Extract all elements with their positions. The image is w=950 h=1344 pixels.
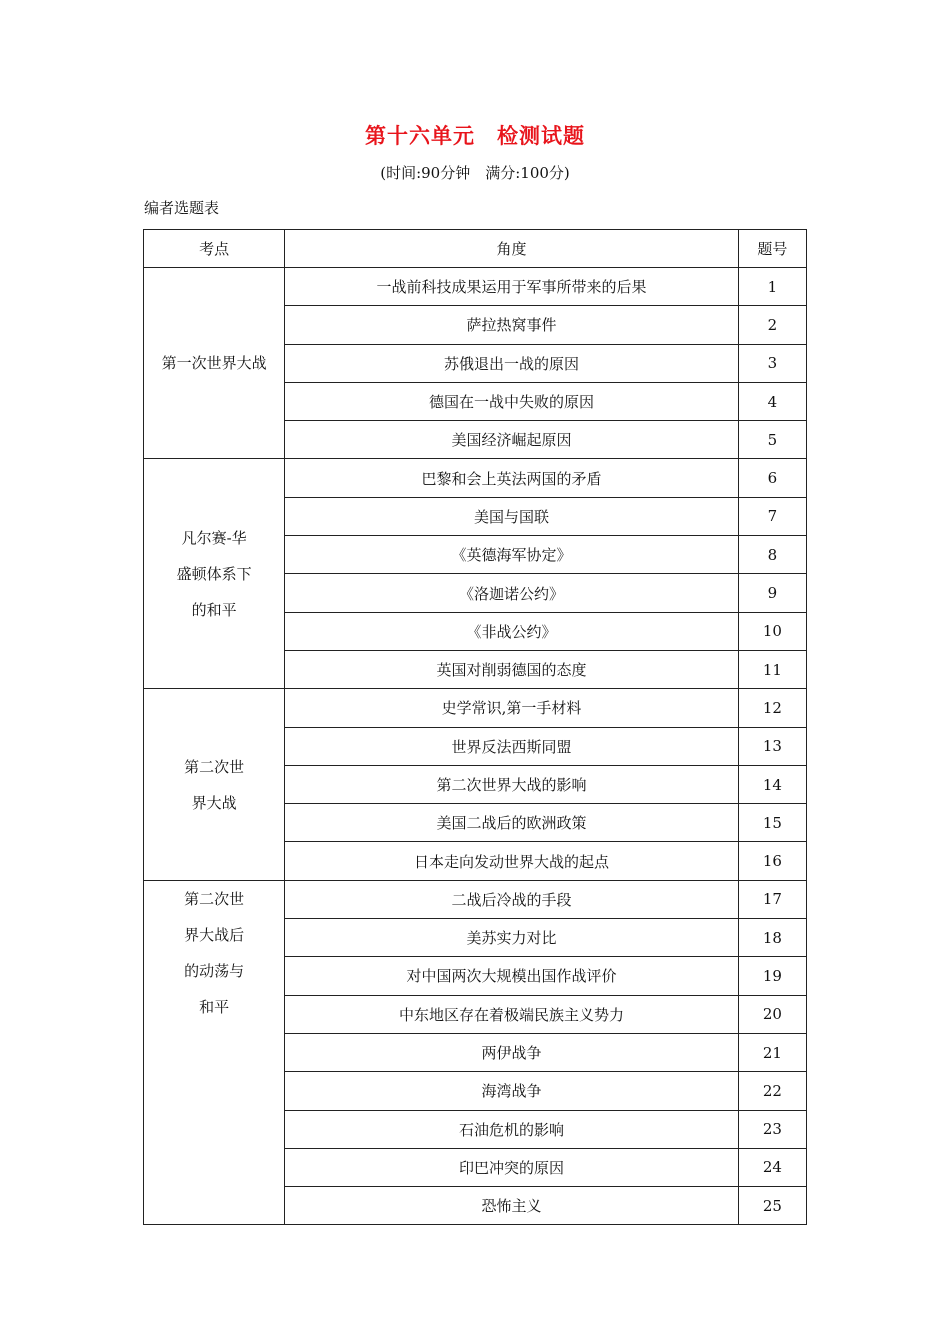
angle-cell: 日本走向发动世界大战的起点 (285, 842, 739, 880)
angle-cell: 《非战公约》 (285, 612, 739, 650)
angle-cell: 苏俄退出一战的原因 (285, 344, 739, 382)
question-number-cell: 19 (738, 957, 806, 995)
angle-cell: 巴黎和会上英法两国的矛盾 (285, 459, 739, 497)
table-row (144, 268, 807, 306)
question-number-cell: 24 (738, 1148, 806, 1186)
topic-line: 和平 (199, 997, 230, 1016)
question-number-cell: 7 (738, 497, 806, 535)
table-caption: 编者选题表 (144, 199, 220, 217)
question-number-cell: 4 (738, 382, 806, 420)
angle-cell: 印巴冲突的原因 (285, 1148, 739, 1186)
topic-line: 凡尔赛-华 (181, 528, 247, 547)
angle-cell: 英国对削弱德国的态度 (285, 650, 739, 688)
angle-cell: 美国二战后的欧洲政策 (285, 804, 739, 842)
table-row (144, 880, 807, 918)
angle-cell: 《英德海军协定》 (285, 536, 739, 574)
topic-line: 第二次世 (184, 889, 245, 908)
question-number-cell: 12 (738, 689, 806, 727)
angle-cell: 史学常识,第一手材料 (285, 689, 739, 727)
angle-cell: 石油危机的影响 (285, 1110, 739, 1148)
question-number-cell: 1 (738, 268, 806, 306)
angle-cell: 美国经济崛起原因 (285, 421, 739, 459)
angle-cell: 美国与国联 (285, 497, 739, 535)
question-number-cell: 15 (738, 804, 806, 842)
angle-cell: 世界反法西斯同盟 (285, 727, 739, 765)
question-number-cell: 2 (738, 306, 806, 344)
question-selection-table (143, 229, 807, 1225)
topic-line: 第一次世界大战 (161, 354, 267, 373)
question-number-cell: 8 (738, 536, 806, 574)
question-number-cell: 22 (738, 1072, 806, 1110)
angle-cell: 对中国两次大规模出国作战评价 (285, 957, 739, 995)
question-number-cell: 21 (738, 1033, 806, 1071)
question-number-cell: 18 (738, 919, 806, 957)
angle-cell: 两伊战争 (285, 1033, 739, 1071)
topic-line: 的动荡与 (184, 961, 245, 980)
question-number-cell: 13 (738, 727, 806, 765)
topic-line: 界大战后 (184, 925, 245, 944)
table-row (144, 459, 807, 497)
question-number-cell: 16 (738, 842, 806, 880)
angle-cell: 德国在一战中失败的原因 (285, 382, 739, 420)
question-number-cell: 6 (738, 459, 806, 497)
page-title: 第十六单元 检测试题 (365, 123, 585, 148)
topic-line: 的和平 (191, 600, 237, 619)
angle-cell: 恐怖主义 (285, 1187, 739, 1225)
angle-cell: 萨拉热窝事件 (285, 306, 739, 344)
header-angle: 角度 (285, 230, 739, 268)
question-number-cell: 25 (738, 1187, 806, 1225)
question-number-cell: 17 (738, 880, 806, 918)
exam-info: (时间:90分钟 满分:100分) (380, 164, 570, 182)
header-topic: 考点 (144, 230, 285, 268)
question-number-cell: 23 (738, 1110, 806, 1148)
question-number-cell: 5 (738, 421, 806, 459)
topic-cell (144, 880, 285, 1225)
angle-cell: 《洛迦诺公约》 (285, 574, 739, 612)
question-number-cell: 14 (738, 765, 806, 803)
angle-cell: 一战前科技成果运用于军事所带来的后果 (285, 268, 739, 306)
question-number-cell: 20 (738, 995, 806, 1033)
question-number-cell: 10 (738, 612, 806, 650)
angle-cell: 海湾战争 (285, 1072, 739, 1110)
table-header-row (144, 230, 807, 268)
topic-line: 盛顿体系下 (176, 564, 252, 583)
angle-cell: 中东地区存在着极端民族主义势力 (285, 995, 739, 1033)
topic-cell (144, 459, 285, 689)
angle-cell: 二战后冷战的手段 (285, 880, 739, 918)
topic-line: 界大战 (191, 793, 237, 812)
question-number-cell: 3 (738, 344, 806, 382)
angle-cell: 第二次世界大战的影响 (285, 765, 739, 803)
question-number-cell: 11 (738, 650, 806, 688)
topic-line: 第二次世 (184, 757, 245, 776)
topic-cell (144, 689, 285, 880)
table-row (144, 689, 807, 727)
topic-cell (144, 268, 285, 459)
header-question-number: 题号 (738, 230, 806, 268)
angle-cell: 美苏实力对比 (285, 919, 739, 957)
question-number-cell: 9 (738, 574, 806, 612)
